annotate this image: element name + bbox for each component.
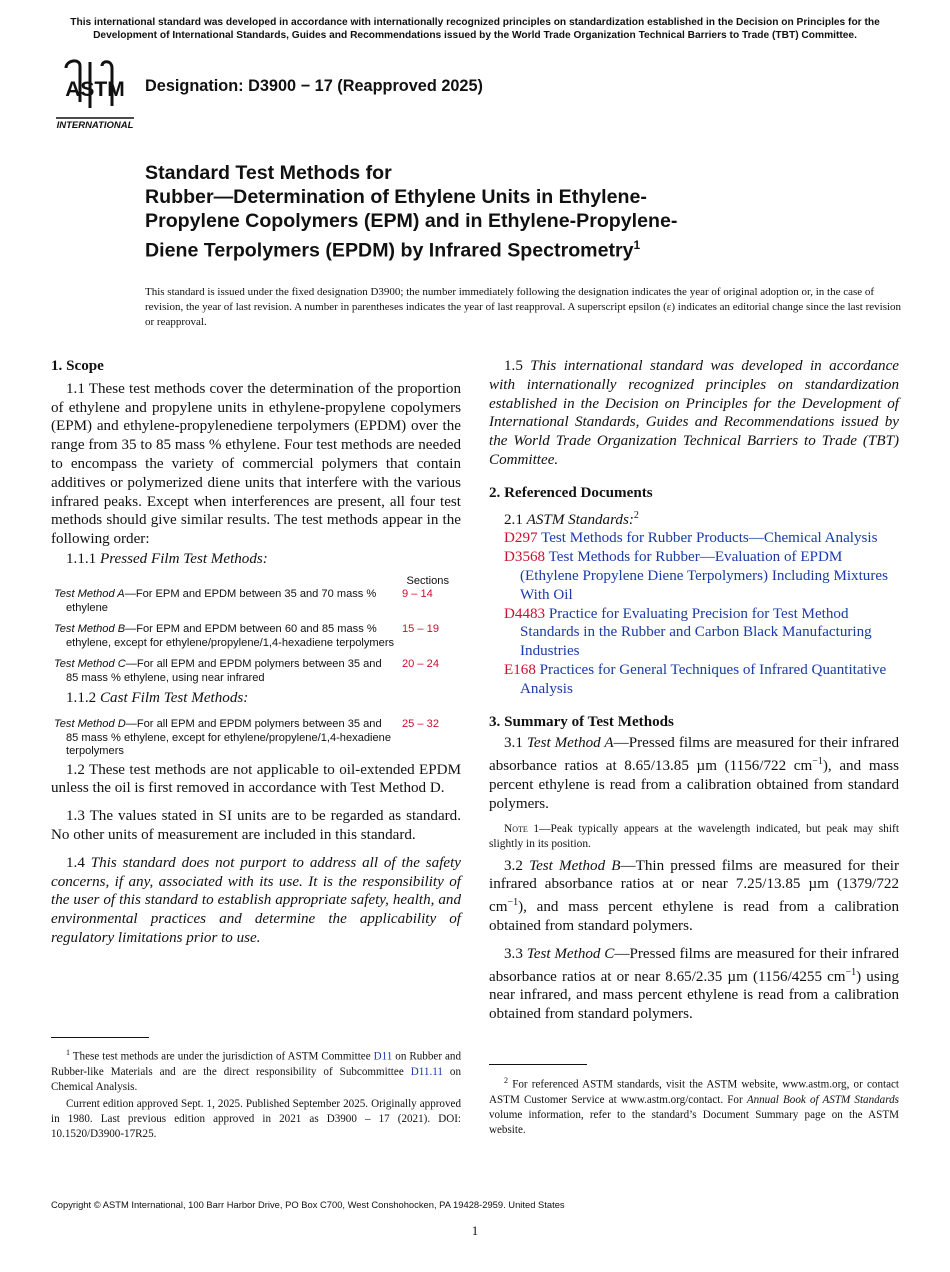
logo-mark: ASTM [65,78,125,101]
title-footnote-mark[interactable]: 1 [633,238,641,252]
sections-link[interactable]: 20 – 24 [402,658,440,671]
edition-info: Current edition approved Sept. 1, 2025. Published September 2025. Originally approved in 1980. Last previous edition approved in 2021 as D3900 – 17 (2021). DOI: 10.1520/D3900-17R25. [51,1097,461,1140]
issuance-statement: This standard is issued under the fixed designation D3900; the number immediately following the designation indicates the year of original adoption or, in the case of revision, the year of last revision. A number in parentheses indicates the year of last reapproval. A superscript epsilon (ε) indicates an editorial change since the last revision or reapproval. [145,286,902,328]
paragraph-1-1-1: 1.1.1 Pressed Film Test Methods: [66,550,268,567]
table-row: Test Method D—For all EPM and EPDM polymers between 35 and 85 mass % ethylene, except for ethylene/propylene/1,4-hexadiene terpolymers 25 – 32 [54,718,440,758]
note-1: Note 1—Peak typically appears at the wavelength indicated, but peak may shift slightly in its position. [489,822,899,851]
table-row: Test Method C—For all EPM and EPDM polymers between 35 and 85 mass % ethylene, using near infrared 20 – 24 [54,658,440,684]
reference-item[interactable]: E168 Practices for General Techniques of Infrared Quantitative Analysis [504,661,887,697]
copyright: Copyright © ASTM International, 100 Barr Harbor Drive, PO Box C700, West Conshohocken, PA 19428-2959. United States [51,1199,565,1210]
paragraph-3-3: 3.3 Test Method C—Pressed films are measured for their infrared absorbance ratios at or near 8.65/2.35 µm (1156/4255 $cm^{-1}$) using near infrared, and mass percent ethylene is read from a calibration obtained from standard polymers. [489,945,899,1023]
sections-header: Sections [406,574,449,587]
right-column [489,357,899,1024]
reference-item[interactable]: D3568 Test Methods for Rubber—Evaluation of EPDM (Ethylene Propylene Diene Terpolymers) Including Mixtures With Oil [504,549,888,603]
paragraph-1-1-2: 1.1.2 Cast Film Test Methods: [66,690,249,707]
footnote-2: $^2$ For referenced ASTM standards, visit the ASTM website, www.astm.org, or contact ASTM Customer Service at www.astm.org/contact. For Annual Book of ASTM Standards volume information, refer to the standard’s Document Summary page on the ASTM website. [489,1076,899,1136]
title-line: Propylene Copolymers (EPM) and in Ethylene-Propylene- [145,210,678,232]
title-line: Standard Test Methods for [145,162,392,184]
section-heading-referenced-documents: 2. Referenced Documents [489,484,653,501]
paragraph-3-2: 3.2 Test Method B—Thin pressed films are measured for their infrared absorbance ratios at or near 7.25/13.85 µm (1379/722 $cm^{-1}$), and mass percent ethylene is read from a calibration obtained from standard polymers. [489,857,900,935]
footnote-rule [489,1064,587,1065]
committee-link[interactable]: D11 [373,1050,393,1063]
document-title [145,161,905,263]
section-heading-scope: 1. Scope [51,358,104,374]
section-heading-summary: 3. Summary of Test Methods [489,713,674,730]
paragraph-2-1: 2.1 ASTM Standards:$^2$ [504,509,639,528]
reference-item[interactable]: D297 Test Methods for Rubber Products—Chemical Analysis [504,530,878,547]
pressed-film-methods-table [51,575,461,686]
title-line: Rubber—Determination of Ethylene Units in Ethylene- [145,186,647,208]
subcommittee-link[interactable]: D11.11 [410,1065,443,1078]
logo-label: INTERNATIONAL [56,120,134,130]
footnote-rule [51,1037,149,1038]
paragraph-3-1: 3.1 Test Method A—Pressed films are measured for their infrared absorbance ratios at 8.65/13.85 µm (1156/722 $cm^{-1}$), and mass percent ethylene is read from a calibration obtained from standard polymers. [489,735,900,812]
left-column [51,357,461,948]
paragraph-1-5: 1.5 This international standard was developed in accordance with internationally recognized principles on standardization established in the Decision on Principles for the Development of International Standards, Guides and Recommendations issued by the World Trade Organization Technical Barriers to Trade (TBT) Committee. [489,358,899,468]
sections-link[interactable]: 9 – 14 [402,588,433,601]
sections-link[interactable]: 25 – 32 [402,718,440,731]
page-number: 1 [471,1223,479,1238]
tbt-notice: This international standard was developed in accordance with internationally recognized principles on standardization established in the Decision on Principles for the Development of International Standards, Guides and Recommendations issued by the World Trade Organization Technical Barriers to Trade (TBT) Committee. [70,17,880,41]
title-line: Diene Terpolymers (EPDM) by Infrared Spectrometry$^1$ [145,238,641,262]
reference-item[interactable]: D4483 Practice for Evaluating Precision for Test Method Standards in the Rubber and Carbon Black Manufacturing Industries [504,605,872,660]
paragraph-1-1: 1.1 These test methods cover the determination of the proportion of ethylene and propylene units in ethylene-propylene copolymers (EPM) and ethylene-propylenediene terpolymers (EPDM) over the range from 35 to 85 mass % ethylene. Four test methods are needed to encompass the variety of commercial polymers that contain additives or polymerized diene units that interfere with the various infrared peaks. Except when interferences are present, all four test methods should give similar results. The test methods appear in the following order: [51,380,461,548]
footnote-mark[interactable]: 2 [633,509,639,521]
table-row: Test Method A—For EPM and EPDM between 35 and 70 mass % ethylene 9 – 14 [54,588,433,614]
footnote-1: $^1$ These test methods are under the jurisdiction of ASTM Committee D11 on Rubber and Rubber-like Materials and are the direct responsibility of Subcommittee D11.11 on Chemical Analysis. Current edition approved Sept. 1, 2025. Published September 2025. Originally approved in 1980. Last previous edition approved in 2021 as D3900 – 17 (2021). DOI: 10.1520/D3900-17R25. [51,1048,462,1140]
paragraph-1-4: 1.4 This standard does not purport to address all of the safety concerns, if any, associated with its use. It is the responsibility of the user of this standard to establish appropriate safety, health, and environmental practices and determine the applicability of regulatory limitations prior to use. [51,854,461,946]
paragraph-1-3: 1.3 The values stated in SI units are to be regarded as standard. No other units of measurement are included in this standard. [51,808,461,843]
table-row: Test Method B—For EPM and EPDM between 60 and 85 mass % ethylene, except for ethylene/propylene/1,4-hexadiene terpolymers 15 – 19 [54,623,440,649]
cast-film-methods-table [51,718,461,759]
sections-link[interactable]: 15 – 19 [402,623,440,636]
paragraph-1-2: 1.2 These test methods are not applicable to oil-extended EPDM unless the oil is first removed in accordance with Test Method D. [51,761,461,797]
astm-logo [56,56,134,130]
designation: Designation: D3900 − 17 (Reapproved 2025) [145,77,483,95]
